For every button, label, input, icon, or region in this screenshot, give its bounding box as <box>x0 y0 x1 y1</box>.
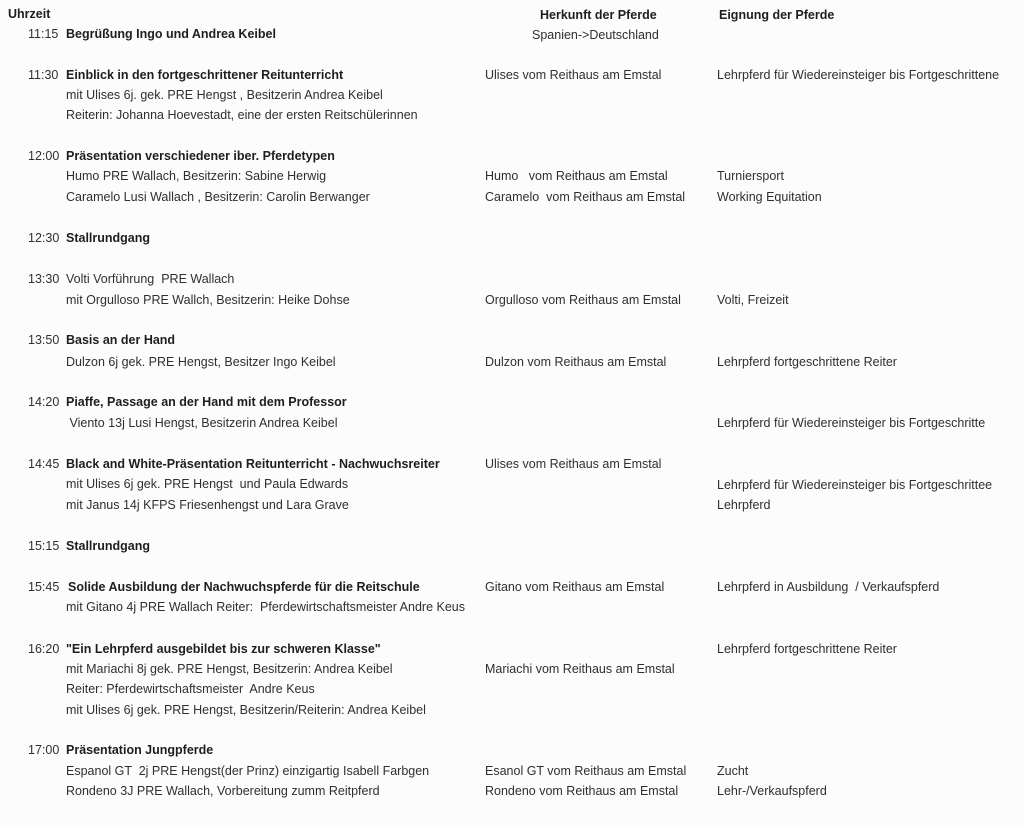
event-detail: mit Gitano 4j PRE Wallach Reiter: Pferdewirtschaftsmeister Andre Keus <box>66 600 465 614</box>
event-suitability: Zucht <box>717 764 749 778</box>
event-origin: Esanol GT vom Reithaus am Emstal <box>485 764 687 778</box>
event-title: Präsentation Jungpferde <box>66 743 214 757</box>
event-time: 17:00 <box>28 743 60 757</box>
event-suitability: Lehrpferd für Wiedereinsteiger bis Fortgeschritte <box>717 416 986 430</box>
event-suitability: Lehr-/Verkaufspferd <box>717 784 827 798</box>
event-suitability: Lehrpferd <box>717 498 771 512</box>
event-time: 14:20 <box>28 395 60 409</box>
event-time: 15:15 <box>28 539 60 553</box>
event-origin: Mariachi vom Reithaus am Emstal <box>485 662 675 676</box>
event-detail: Caramelo Lusi Wallach , Besitzerin: Carolin Berwanger <box>66 190 370 204</box>
event-suitability: Lehrpferd fortgeschrittene Reiter <box>717 642 897 656</box>
event-time: 12:00 <box>28 149 60 163</box>
event-suitability: Working Equitation <box>717 190 822 204</box>
event-origin: Spanien->Deutschland <box>532 28 659 42</box>
column-header-origin: Herkunft der Pferde <box>540 8 657 22</box>
event-origin: Ulises vom Reithaus am Emstal <box>485 68 662 82</box>
event-time: 13:50 <box>28 333 60 347</box>
column-header-suitability: Eignung der Pferde <box>719 8 835 22</box>
event-title: Einblick in den fortgeschrittener Reitunterricht <box>66 68 344 82</box>
event-detail: Reiter: Pferdewirtschaftsmeister Andre Keus <box>66 682 315 696</box>
event-suitability: Lehrpferd fortgeschrittene Reiter <box>717 355 897 369</box>
event-detail: Reiterin: Johanna Hoevestadt, eine der ersten Reitschülerinnen <box>66 108 418 122</box>
event-suitability: Lehrpferd für Wiedereinsteiger bis Fortgeschrittee <box>717 478 993 492</box>
event-origin: Ulises vom Reithaus am Emstal <box>485 457 662 471</box>
event-title: Piaffe, Passage an der Hand mit dem Professor <box>66 395 347 409</box>
event-detail: mit Ulises 6j gek. PRE Hengst und Paula Edwards <box>66 477 349 491</box>
event-title: Volti Vorführung PRE Wallach <box>66 272 235 286</box>
event-detail: Humo PRE Wallach, Besitzerin: Sabine Herwig <box>66 169 327 183</box>
event-time: 11:30 <box>28 68 59 82</box>
event-detail: mit Janus 14j KFPS Friesenhengst und Lara Grave <box>66 498 349 512</box>
event-time: 12:30 <box>28 231 60 245</box>
event-time: 15:45 <box>28 580 60 594</box>
event-suitability: Turniersport <box>717 169 784 183</box>
event-detail: Rondeno 3J PRE Wallach, Vorbereitung zumm Reitpferd <box>66 784 380 798</box>
event-detail: mit Ulises 6j. gek. PRE Hengst , Besitzerin Andrea Keibel <box>66 88 383 102</box>
event-suitability: Lehrpferd in Ausbildung / Verkaufspferd <box>717 580 940 594</box>
event-detail: Dulzon 6j gek. PRE Hengst, Besitzer Ingo Keibel <box>66 355 336 369</box>
event-time: 13:30 <box>28 272 60 286</box>
event-origin: Gitano vom Reithaus am Emstal <box>485 580 665 594</box>
event-origin: Orgulloso vom Reithaus am Emstal <box>485 293 681 307</box>
event-origin: Dulzon vom Reithaus am Emstal <box>485 355 667 369</box>
event-title: Solide Ausbildung der Nachwuchspferde für die Reitschule <box>68 580 420 594</box>
event-title: Stallrundgang <box>66 231 151 245</box>
event-detail: Viento 13j Lusi Hengst, Besitzerin Andrea Keibel <box>66 416 338 430</box>
event-origin: Rondeno vom Reithaus am Emstal <box>485 784 679 798</box>
event-title: Begrüßung Ingo und Andrea Keibel <box>66 27 276 41</box>
event-origin: Humo vom Reithaus am Emstal <box>485 169 668 183</box>
event-title: "Ein Lehrpferd ausgebildet bis zur schweren Klasse" <box>66 642 381 656</box>
event-title: Basis an der Hand <box>66 333 176 347</box>
event-suitability: Volti, Freizeit <box>717 293 789 307</box>
event-title: Black and White-Präsentation Reitunterricht - Nachwuchsreiter <box>66 457 440 471</box>
event-time: 16:20 <box>28 642 60 656</box>
event-suitability: Lehrpferd für Wiedereinsteiger bis Fortgeschrittene <box>717 68 1000 82</box>
event-detail: Espanol GT 2j PRE Hengst(der Prinz) einzigartig Isabell Farbgen <box>66 764 430 778</box>
event-detail: mit Orgulloso PRE Wallch, Besitzerin: Heike Dohse <box>66 293 350 307</box>
event-time: 14:45 <box>28 457 60 471</box>
event-detail: mit Ulises 6j gek. PRE Hengst, Besitzerin/Reiterin: Andrea Keibel <box>66 703 426 717</box>
event-origin: Caramelo vom Reithaus am Emstal <box>485 190 686 204</box>
column-header-time: Uhrzeit <box>8 7 51 21</box>
event-title: Stallrundgang <box>66 539 151 553</box>
event-time: 11:15 <box>28 27 59 41</box>
event-detail: mit Mariachi 8j gek. PRE Hengst, Besitzerin: Andrea Keibel <box>66 662 393 676</box>
event-title: Präsentation verschiedener iber. Pferdetypen <box>66 149 335 163</box>
